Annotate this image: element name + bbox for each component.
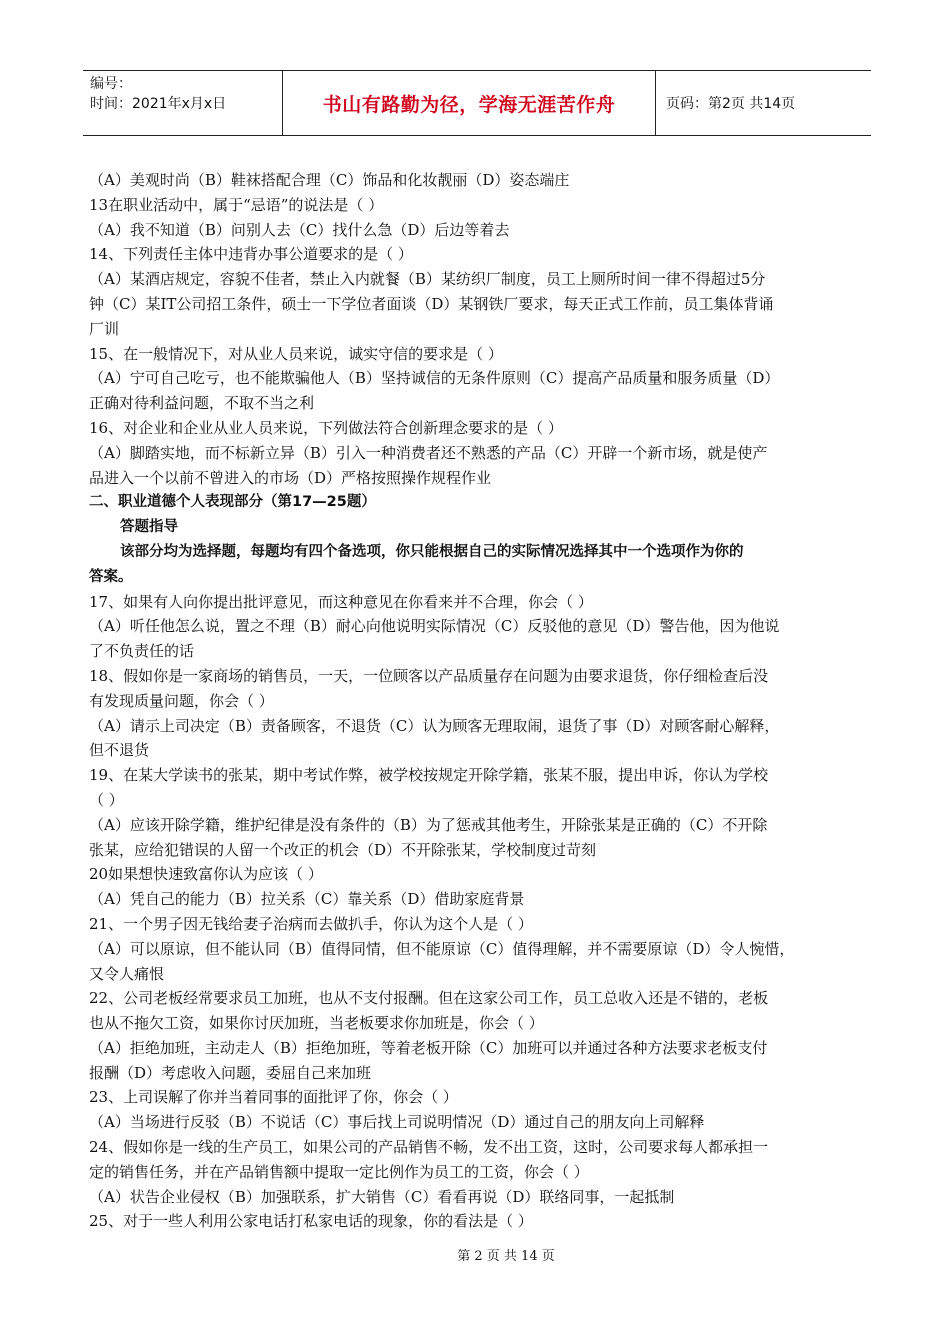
question-22: 22、公司老板经常要求员工加班，也从不支付报酬。但在这家公司工作，员工总收入还是不错的，老板 bbox=[89, 989, 769, 1008]
page-footer: 第 2 页 共 14 页 bbox=[457, 1249, 555, 1264]
question-14: 14、下列责任主体中违背办事公道要求的是（ ） bbox=[89, 245, 413, 264]
text-line: （A）请示上司决定（B）责备顾客，不退货（C）认为顾客无理取闹，退货了事（D）对顾客耐心解释， bbox=[89, 716, 780, 735]
header-meta bbox=[83, 71, 283, 135]
text-line: 报酬（D）考虑收入问题，委屈自己来加班 bbox=[89, 1063, 372, 1082]
question-19: 19、在某大学读书的张某，期中考试作弊，被学校按规定开除学籍，张某不服，提出申诉，你认为学校 bbox=[89, 766, 769, 785]
instruction-text: 该部分均为选择题，每题均有四个备选项，你只能根据自己的实际情况选择其中一个选项作为你的 bbox=[120, 543, 744, 560]
page-header bbox=[83, 70, 871, 136]
section-heading: 二、职业道德个人表现部分（第17—25题） bbox=[89, 494, 376, 511]
text-line: （A）脚踏实地，而不标新立异（B）引入一种消费者还不熟悉的产品（C）开辟一个新市场，就是使产 bbox=[89, 443, 768, 462]
text-line: （A）宁可自己吃亏，也不能欺骗他人（B）坚持诚信的无条件原则（C）提高产品质量和服务质量（D） bbox=[89, 369, 780, 388]
instruction-heading: 答题指导 bbox=[120, 519, 178, 536]
question-18: 18、假如你是一家商场的销售员，一天，一位顾客以产品质量存在问题为由要求退货，你仔细检查后没 bbox=[89, 666, 769, 685]
text-line: 又令人痛恨 bbox=[89, 964, 165, 983]
text-line: （ ） bbox=[89, 790, 124, 809]
question-23: 23、上司误解了你并当着同事的面批评了你，你会（ ） bbox=[89, 1088, 458, 1107]
instruction-text: 答案。 bbox=[89, 568, 133, 585]
code-label: 编号： bbox=[90, 76, 132, 92]
text-line: （A）拒绝加班，主动走人（B）拒绝加班，等着老板开除（C）加班可以并通过各种方法要求老板支付 bbox=[89, 1038, 768, 1057]
text-line: （A）听任他怎么说，置之不理（B）耐心向他说明实际情况（C）反驳他的意见（D）警告他，因为他说 bbox=[89, 617, 780, 636]
text-line: 厂训 bbox=[89, 319, 120, 338]
text-line: （A）美观时尚（B）鞋袜搭配合理（C）饰品和化妆靓丽（D）姿态端庄 bbox=[89, 171, 570, 189]
text-line: （A）我不知道（B）问别人去（C）找什么急（D）后边等着去 bbox=[89, 220, 510, 239]
text-line: 但不退货 bbox=[89, 741, 150, 760]
question-24: 24、假如你是一线的生产员工，如果公司的产品销售不畅，发不出工资，这时，公司要求每人都承担一 bbox=[89, 1138, 769, 1157]
text-line: 定的销售任务，并在产品销售额中提取一定比例作为员工的工资，你会（ ） bbox=[89, 1162, 589, 1181]
question-25: 25、对于一些人利用公家电话打私家电话的现象，你的看法是（ ） bbox=[89, 1212, 533, 1231]
text-line: （A）应该开除学籍，维护纪律是没有条件的（B）为了惩戒其他考生，开除张某是正确的（C）不开除 bbox=[89, 815, 768, 834]
header-page-info: 页码：第2页 共14页 bbox=[666, 96, 796, 112]
question-16: 16、对企业和企业从业人员来说，下列做法符合创新理念要求的是（ ） bbox=[89, 418, 563, 437]
text-line: （A）可以原谅，但不能认同（B）值得同情，但不能原谅（C）值得理解，并不需要原谅（D）令人惋惜， bbox=[89, 939, 795, 958]
text-line: （A）凭自己的能力（B）拉关系（C）靠关系（D）借助家庭背景 bbox=[89, 890, 525, 909]
text-line: 品进入一个以前不曾进入的市场（D）严格按照操作规程作业 bbox=[89, 468, 492, 487]
text-line: 正确对待利益问题，不取不当之利 bbox=[89, 394, 315, 413]
text-line: （A）某酒店规定，容貌不佳者，禁止入内就餐（B）某纺织厂制度，员工上厕所时间一律不得超过5分 bbox=[89, 270, 766, 289]
document-body bbox=[89, 168, 865, 1234]
text-line: 了不负责任的话 bbox=[89, 642, 195, 661]
question-20: 20如果想快速致富你认为应该（ ） bbox=[89, 865, 323, 884]
text-line: （A）当场进行反驳（B）不说话（C）事后找上司说明情况（D）通过自己的朋友向上司解释 bbox=[89, 1113, 705, 1132]
text-line: 也从不拖欠工资，如果你讨厌加班，当老板要求你加班是，你会（ ） bbox=[89, 1014, 544, 1033]
text-line: 钟（C）某IT公司招工条件，硕士一下学位者面谈（D）某钢铁厂要求，每天正式工作前，员工集体背诵 bbox=[89, 294, 774, 313]
text-line: 张某，应给犯错误的人留一个改正的机会（D）不开除张某，学校制度过苛刻 bbox=[89, 840, 597, 859]
header-motto: 书山有路勤为径，学海无涯苦作舟 bbox=[283, 71, 656, 135]
text-line: 有发现质量问题，你会（ ） bbox=[89, 691, 274, 710]
time-label: 时间：2021年x月x日 bbox=[90, 96, 227, 112]
text-line: （A）状告企业侵权（B）加强联系，扩大销售（C）看看再说（D）联络同事，一起抵制 bbox=[89, 1187, 675, 1206]
question-13: 13在职业活动中，属于“忌语”的说法是（ ） bbox=[89, 195, 384, 214]
question-21: 21、一个男子因无钱给妻子治病而去做扒手，你认为这个人是（ ） bbox=[89, 914, 533, 933]
question-15: 15、在一般情况下，对从业人员来说，诚实守信的要求是（ ） bbox=[89, 344, 503, 363]
question-17: 17、如果有人向你提出批评意见，而这种意见在你看来并不合理，你会（ ） bbox=[89, 592, 593, 611]
